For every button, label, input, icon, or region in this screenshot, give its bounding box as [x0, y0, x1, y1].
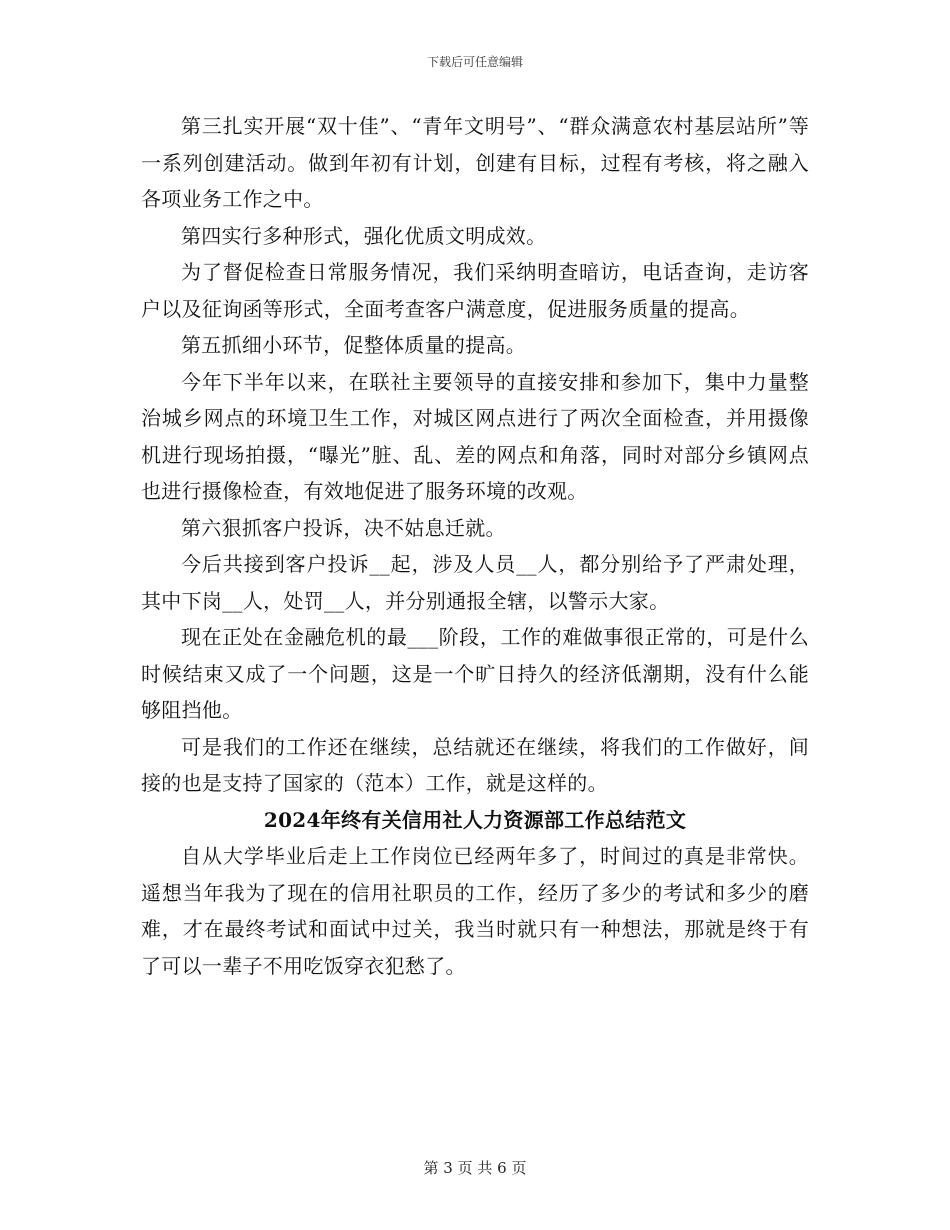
- paragraph: 第六狠抓客户投诉，决不姑息迁就。: [181, 515, 506, 540]
- page-number: 第 3 页 共 6 页: [423, 1159, 527, 1177]
- paragraph: 自从大学毕业后走上工作岗位已经两年多了，时间过的真是非常快。遥想当年我为了现在的信用社职员的工作，经历了多少的考试和多少的磨难，才在最终考试和面试中过关，我当时就只有一种想法，那就是终于有了可以一辈子不用吃饭穿衣犯愁了。: [141, 844, 809, 978]
- paragraph: 可是我们的工作还在继续，总结就还在继续，将我们的工作做好，间接的也是支持了国家的（范本）工作，就是这样的。: [141, 734, 809, 795]
- document-body: [141, 108, 809, 984]
- paragraph: 今后共接到客户投诉__起，涉及人员__人，都分别给予了严肃处理，其中下岗__人，处罚__人，并分别通报全辖，以警示大家。: [141, 552, 809, 613]
- paragraph: 为了督促检查日常服务情况，我们采纳明查暗访，电话查询，走访客户以及征询函等形式，全面考查客户满意度，促进服务质量的提高。: [141, 260, 809, 321]
- page-header: 下载后可任意编辑: [426, 55, 523, 69]
- paragraph: 第五抓细小环节，促整体质量的提高。: [181, 333, 527, 357]
- section-title: 2024年终有关信用社人力资源部工作总结范文: [263, 807, 687, 832]
- paragraph: 第四实行多种形式，强化优质文明成效。: [181, 223, 547, 248]
- paragraph: 今年下半年以来，在联社主要领导的直接安排和参加下，集中力量整治城乡网点的环境卫生工作，对城区网点进行了两次全面检查，并用摄像机进行现场拍摄，“曝光”脏、乱、差的网点和角落，同时对部分乡镇网点也进行摄像检查，有效地促进了服务环境的改观。: [141, 369, 809, 503]
- paragraph: 第三扎实开展“双十佳”、“青年文明号”、“群众满意农村基层站所”等一系列创建活动。做到年初有计划，创建有目标，过程有考核，将之融入各项业务工作之中。: [141, 114, 809, 211]
- paragraph: 现在正处在金融危机的最___阶段，工作的难做事很正常的，可是什么时候结束又成了一个问题，这是一个旷日持久的经济低潮期，没有什么能够阻挡他。: [141, 625, 809, 722]
